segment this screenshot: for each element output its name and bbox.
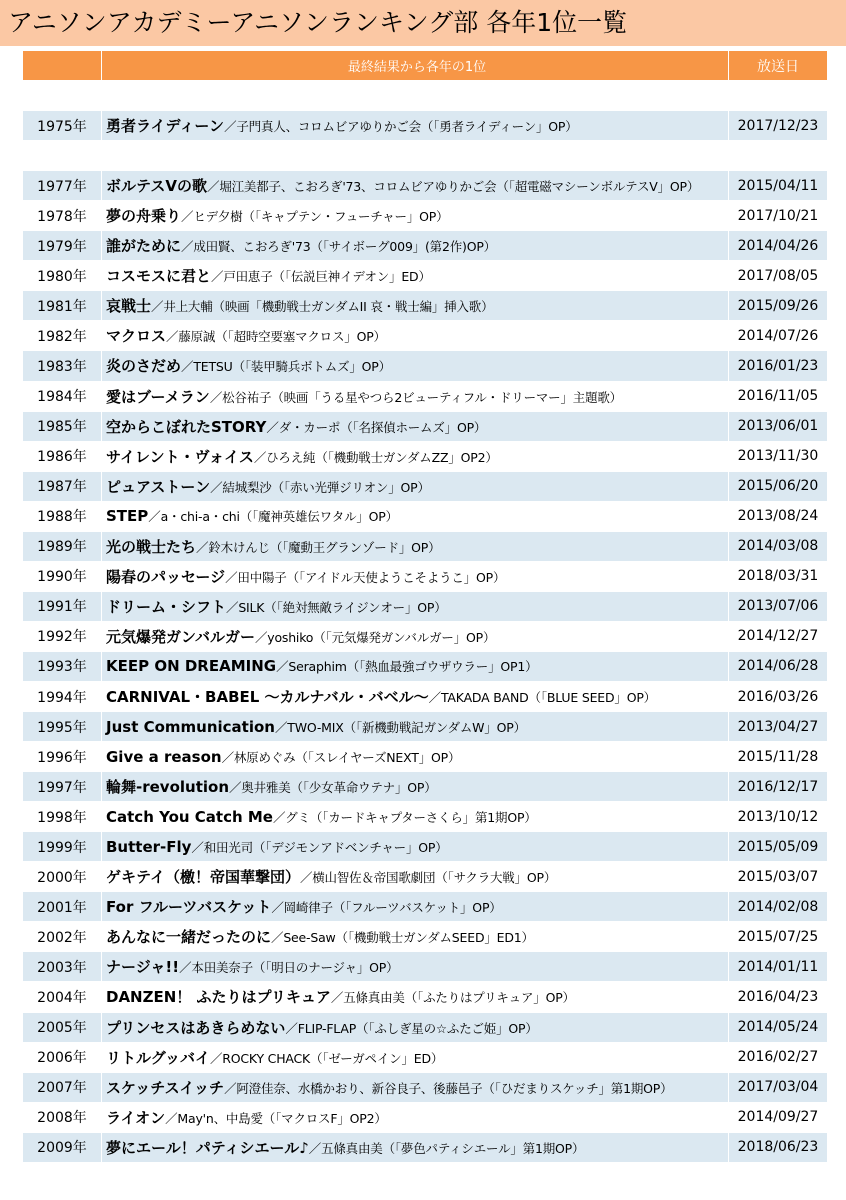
row-song <box>102 171 729 201</box>
row-year: 1989年 <box>23 531 102 561</box>
table-row <box>23 501 828 531</box>
row-song <box>102 1162 729 1192</box>
table-row <box>23 231 828 261</box>
row-broadcast-date: 2016/01/23 <box>729 351 828 381</box>
row-year <box>23 1162 102 1192</box>
song-artist-info: ／SILK（「絶対無敵ライジンオー」OP） <box>226 599 447 615</box>
row-year: 1992年 <box>23 621 102 651</box>
song-title: サイレント・ヴォイス <box>106 447 254 466</box>
row-song <box>102 892 729 922</box>
row-broadcast-date: 2013/10/12 <box>729 802 828 832</box>
song-title: For フルーツバスケット <box>106 898 272 917</box>
row-song <box>102 651 729 681</box>
row-broadcast-date: 2017/03/04 <box>729 1072 828 1102</box>
song-artist-info: ／堀江美都子、こおろぎ'73、コロムビアゆりかご会（「超電磁マシーンボルテスV」OP） <box>207 179 700 195</box>
row-year: 1980年 <box>23 261 102 291</box>
song-title: 輪舞-revolution <box>106 778 229 797</box>
table-row <box>23 1162 828 1192</box>
row-year: 2002年 <box>23 922 102 952</box>
song-title: ゲキテイ（檄！帝国華撃団） <box>106 868 300 887</box>
row-year: 1977年 <box>23 171 102 201</box>
row-year: 2006年 <box>23 1042 102 1072</box>
row-year: 1996年 <box>23 742 102 772</box>
song-artist-info: ／ヒデ夕樹（「キャプテン・フューチャー」OP） <box>181 209 449 225</box>
row-song <box>102 81 729 111</box>
row-year: 1995年 <box>23 712 102 742</box>
row-song <box>102 1102 729 1132</box>
table-row <box>23 862 828 892</box>
song-artist-info: ／May'n、中島愛（「マクロスF」OP2） <box>165 1110 387 1126</box>
song-artist-info: ／田中陽子（「アイドル天使ようこそようこ」OP） <box>225 569 506 585</box>
song-title: ナージャ!! <box>106 958 180 977</box>
ranking-table <box>22 50 828 1193</box>
song-artist-info: ／鈴木けんじ（「魔動王グランゾード」OP） <box>196 539 441 555</box>
table-row <box>23 261 828 291</box>
table-row <box>23 531 828 561</box>
row-broadcast-date: 2016/04/23 <box>729 982 828 1012</box>
song-artist-info: ／See-Saw（「機動戦士ガンダムSEED」ED1） <box>271 930 534 946</box>
row-year: 1988年 <box>23 501 102 531</box>
table-row <box>23 772 828 802</box>
song-title: 光の戦士たち <box>106 537 197 556</box>
table-row <box>23 321 828 351</box>
song-title: マクロス <box>106 327 167 346</box>
row-song <box>102 802 729 832</box>
row-year: 1978年 <box>23 201 102 231</box>
row-broadcast-date: 2016/12/17 <box>729 772 828 802</box>
row-year: 1998年 <box>23 802 102 832</box>
row-year: 1990年 <box>23 561 102 591</box>
row-year: 1984年 <box>23 381 102 411</box>
page-title: アニソンアカデミーアニソンランキング部 各年1位一覧 <box>8 8 628 37</box>
row-year: 2000年 <box>23 862 102 892</box>
row-song <box>102 591 729 621</box>
row-year: 1985年 <box>23 411 102 441</box>
song-artist-info: ／阿澄佳奈、水橋かおり、新谷良子、後藤邑子（「ひだまりスケッチ」第1期OP） <box>224 1080 673 1096</box>
table-row <box>23 291 828 321</box>
row-song <box>102 231 729 261</box>
song-artist-info: ／yoshiko（「元気爆発ガンバルガー」OP） <box>254 629 496 645</box>
song-artist-info: ／奥井雅美（「少女革命ウテナ」OP） <box>229 780 437 796</box>
row-broadcast-date: 2015/09/26 <box>729 291 828 321</box>
song-title: Catch You Catch Me <box>106 807 273 826</box>
row-year: 1979年 <box>23 231 102 261</box>
song-title: あんなに一緒だったのに <box>106 928 272 947</box>
song-artist-info: ／ROCKY CHACK（「ゼーガペイン」ED） <box>209 1050 444 1066</box>
row-song <box>102 201 729 231</box>
row-broadcast-date <box>729 81 828 111</box>
row-year: 1991年 <box>23 591 102 621</box>
row-year: 1999年 <box>23 832 102 862</box>
row-song <box>102 681 729 711</box>
song-title: コスモスに君と <box>106 267 212 286</box>
song-artist-info: ／戸田恵子（「伝説巨神イデオン」ED） <box>211 269 431 285</box>
row-song <box>102 952 729 982</box>
row-song <box>102 261 729 291</box>
table-row <box>23 111 828 141</box>
table-row <box>23 952 828 982</box>
row-broadcast-date: 2014/02/08 <box>729 892 828 922</box>
row-song <box>102 1012 729 1042</box>
row-broadcast-date: 2015/05/09 <box>729 832 828 862</box>
row-song <box>102 862 729 892</box>
song-title: 哀戦士 <box>106 297 152 316</box>
song-artist-info: ／TWO-MIX（「新機動戦記ガンダムW」OP） <box>274 719 526 735</box>
row-broadcast-date: 2014/04/26 <box>729 231 828 261</box>
table-row <box>23 982 828 1012</box>
row-broadcast-date: 2014/12/27 <box>729 621 828 651</box>
row-song <box>102 441 729 471</box>
table-row <box>23 712 828 742</box>
row-broadcast-date: 2013/06/01 <box>729 411 828 441</box>
row-song <box>102 351 729 381</box>
song-artist-info: ／松谷祐子（映画「うる星やつら2ビューティフル・ドリーマー」主題歌） <box>209 389 622 405</box>
row-song <box>102 922 729 952</box>
row-song <box>102 712 729 742</box>
song-title: Just Communication <box>106 717 275 736</box>
row-year <box>23 141 102 171</box>
row-broadcast-date: 2014/07/26 <box>729 321 828 351</box>
row-year: 1982年 <box>23 321 102 351</box>
table-row <box>23 591 828 621</box>
song-title: スケッチスイッチ <box>106 1078 225 1097</box>
song-artist-info: ／ダ・カーポ（「名探偵ホームズ」OP） <box>266 419 487 435</box>
row-song <box>102 111 729 141</box>
row-broadcast-date: 2014/03/08 <box>729 531 828 561</box>
row-broadcast-date: 2017/12/23 <box>729 111 828 141</box>
song-artist-info: ／五條真由美（「ふたりはプリキュア」OP） <box>330 990 575 1006</box>
table-row <box>23 471 828 501</box>
song-artist-info: ／林原めぐみ（「スレイヤーズNEXT」OP） <box>221 749 461 765</box>
song-artist-info: ／ひろえ純（「機動戦士ガンダムZZ」OP2） <box>253 449 498 465</box>
song-title: プリンセスはあきらめない <box>106 1018 286 1037</box>
row-broadcast-date <box>729 141 828 171</box>
song-artist-info: ／和田光司（「デジモンアドベンチャー」OP） <box>191 839 448 855</box>
song-title: 空からこぼれたSTORY <box>106 417 267 436</box>
song-title: 炎のさだめ <box>106 357 182 376</box>
row-song <box>102 291 729 321</box>
header-song: 最終結果から各年の1位 <box>102 51 729 81</box>
table-row <box>23 651 828 681</box>
song-artist-info: ／グミ（「カードキャプターさくら」第1期OP） <box>272 809 537 825</box>
row-broadcast-date: 2016/03/26 <box>729 681 828 711</box>
row-song <box>102 381 729 411</box>
row-broadcast-date: 2014/06/28 <box>729 651 828 681</box>
song-artist-info: ／Seraphim（「熱血最強ゴウザウラー」OP1） <box>276 659 538 675</box>
row-year: 1981年 <box>23 291 102 321</box>
row-song <box>102 772 729 802</box>
table-row <box>23 201 828 231</box>
song-artist-info: ／井上大輔（映画「機動戦士ガンダムII 哀・戦士編」挿入歌） <box>151 299 494 315</box>
song-artist-info: ／岡崎律子（「フルーツバスケット」OP） <box>271 900 502 916</box>
table-row <box>23 1012 828 1042</box>
table-row <box>23 1102 828 1132</box>
song-artist-info: ／子門真人、コロムビアゆりかご会（「勇者ライディーン」OP） <box>224 119 578 135</box>
song-title: 誰がために <box>106 237 182 256</box>
row-broadcast-date: 2016/11/05 <box>729 381 828 411</box>
row-broadcast-date: 2013/08/24 <box>729 501 828 531</box>
table-row <box>23 351 828 381</box>
row-broadcast-date: 2014/05/24 <box>729 1012 828 1042</box>
table-row <box>23 1072 828 1102</box>
table-row <box>23 141 828 171</box>
song-artist-info: ／横山智佐＆帝国歌劇団（「サクラ大戦」OP） <box>299 870 557 886</box>
row-year: 1975年 <box>23 111 102 141</box>
table-row <box>23 441 828 471</box>
row-song <box>102 982 729 1012</box>
song-artist-info: ／結城梨沙（「赤い光弾ジリオン」OP） <box>210 479 430 495</box>
table-row <box>23 411 828 441</box>
song-title: ピュアストーン <box>106 477 211 496</box>
row-year: 2004年 <box>23 982 102 1012</box>
row-year: 2007年 <box>23 1072 102 1102</box>
row-broadcast-date <box>729 1162 828 1192</box>
row-broadcast-date: 2016/02/27 <box>729 1042 828 1072</box>
song-artist-info: ／TAKADA BAND（「BLUE SEED」OP） <box>428 690 656 705</box>
row-broadcast-date: 2015/11/28 <box>729 742 828 772</box>
row-song <box>102 411 729 441</box>
row-broadcast-date: 2015/06/20 <box>729 471 828 501</box>
row-broadcast-date: 2013/07/06 <box>729 591 828 621</box>
row-song <box>102 1042 729 1072</box>
song-artist-info: ／五條真由美（「夢色パティシエール」第1期OP） <box>308 1140 585 1156</box>
row-year: 1987年 <box>23 471 102 501</box>
row-song <box>102 621 729 651</box>
row-broadcast-date: 2018/03/31 <box>729 561 828 591</box>
row-song <box>102 321 729 351</box>
song-title: DANZEN！ ふたりはプリキュア <box>106 988 331 1007</box>
song-title: Butter-Fly <box>106 837 192 856</box>
table-row <box>23 802 828 832</box>
song-artist-info: ／藤原誠（「超時空要塞マクロス」OP） <box>166 329 386 345</box>
table-row <box>23 892 828 922</box>
table-row <box>23 1132 828 1162</box>
table-row <box>23 171 828 201</box>
table-row <box>23 621 828 651</box>
row-song <box>102 501 729 531</box>
row-year: 1993年 <box>23 651 102 681</box>
row-year: 1983年 <box>23 351 102 381</box>
row-song <box>102 1132 729 1162</box>
header-date: 放送日 <box>729 51 828 81</box>
row-song <box>102 561 729 591</box>
row-year: 1997年 <box>23 772 102 802</box>
song-artist-info: ／a・chi-a・chi（「魔神英雄伝ワタル」OP） <box>148 509 398 525</box>
table-row <box>23 681 828 711</box>
row-year: 2003年 <box>23 952 102 982</box>
table-row <box>23 1042 828 1072</box>
song-title: 夢にエール！パティシエール♪ <box>106 1138 309 1157</box>
table-row <box>23 832 828 862</box>
song-title: Give a reason <box>106 747 222 766</box>
row-broadcast-date: 2014/01/11 <box>729 952 828 982</box>
table-row <box>23 742 828 772</box>
song-title: ライオン <box>106 1108 166 1127</box>
row-broadcast-date: 2014/09/27 <box>729 1102 828 1132</box>
row-year <box>23 81 102 111</box>
song-title: リトルグッバイ <box>106 1048 210 1067</box>
table-row <box>23 561 828 591</box>
row-song <box>102 742 729 772</box>
row-year: 1994年 <box>23 681 102 711</box>
song-title: 元気爆発ガンバルガー <box>106 627 255 646</box>
table-header-row <box>23 51 828 81</box>
song-title: ボルテスVの歌 <box>106 177 208 196</box>
row-year: 1986年 <box>23 441 102 471</box>
song-title: KEEP ON DREAMING <box>106 657 277 676</box>
title-bar <box>0 0 846 46</box>
row-broadcast-date: 2018/06/23 <box>729 1132 828 1162</box>
row-broadcast-date: 2015/04/11 <box>729 171 828 201</box>
song-title: STEP <box>106 507 149 526</box>
song-title: CARNIVAL・BABEL 〜カルナバル・バベル〜 <box>106 688 429 706</box>
table-row <box>23 381 828 411</box>
song-artist-info: ／成田賢、こおろぎ'73（「サイボーグ009」(第2作)OP） <box>181 239 496 255</box>
row-year: 2005年 <box>23 1012 102 1042</box>
row-broadcast-date: 2017/10/21 <box>729 201 828 231</box>
row-broadcast-date: 2017/08/05 <box>729 261 828 291</box>
song-title: 夢の舟乗り <box>106 207 182 226</box>
row-song <box>102 141 729 171</box>
row-song <box>102 471 729 501</box>
header-year <box>23 51 102 81</box>
row-broadcast-date: 2015/03/07 <box>729 862 828 892</box>
row-song <box>102 1072 729 1102</box>
row-broadcast-date: 2015/07/25 <box>729 922 828 952</box>
row-song <box>102 531 729 561</box>
song-title: 勇者ライディーン <box>106 117 225 136</box>
row-year: 2001年 <box>23 892 102 922</box>
row-broadcast-date: 2013/04/27 <box>729 712 828 742</box>
table-row <box>23 922 828 952</box>
song-artist-info: ／FLIP-FLAP（「ふしぎ星の☆ふたご姫」OP） <box>285 1020 538 1036</box>
row-broadcast-date: 2013/11/30 <box>729 441 828 471</box>
song-title: 陽春のパッセージ <box>106 567 226 586</box>
row-year: 2009年 <box>23 1132 102 1162</box>
song-title: 愛はブーメラン <box>106 387 210 406</box>
row-year: 2008年 <box>23 1102 102 1132</box>
row-song <box>102 832 729 862</box>
song-title: ドリーム・シフト <box>106 597 227 616</box>
song-artist-info: ／本田美奈子（「明日のナージャ」OP） <box>179 960 399 976</box>
table-row <box>23 81 828 111</box>
song-artist-info: ／TETSU（「装甲騎兵ボトムズ」OP） <box>181 359 391 375</box>
